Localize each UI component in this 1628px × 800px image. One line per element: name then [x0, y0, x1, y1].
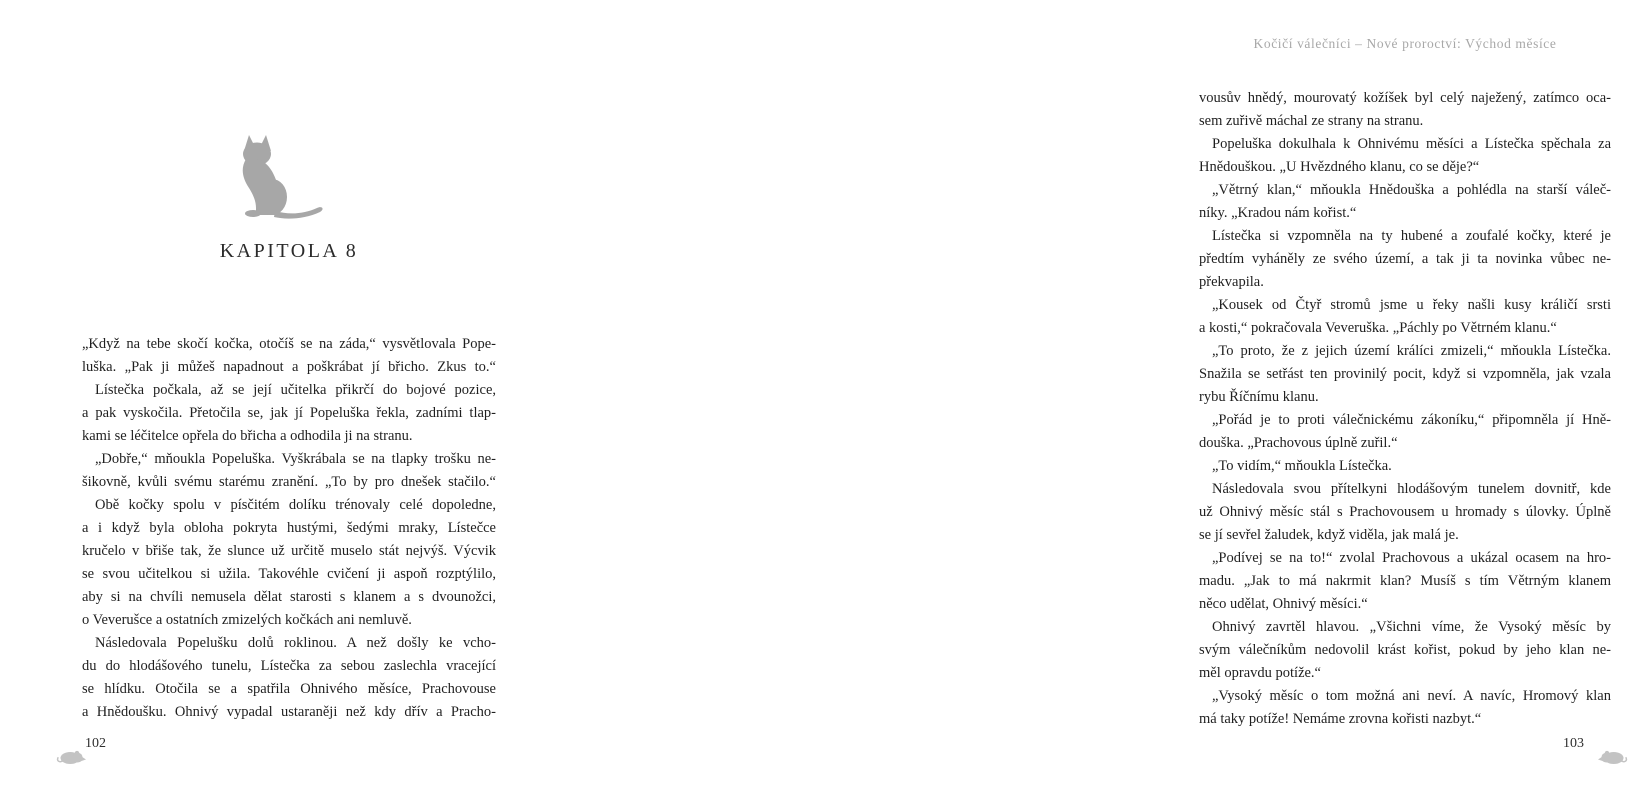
text-line: „To proto, že z jejich území králíci zmizeli,“ mňoukla Lístečka. — [1212, 343, 1611, 359]
right-page-body-text — [1199, 87, 1611, 731]
text-line: rybu Říčnímu klanu. — [1199, 389, 1319, 405]
text-line: se svou učitelkou si užila. Takovéhle cvičení ji aspoň rozptýlilo, — [82, 566, 496, 582]
text-line: „Podívej se na to!“ zvolal Prachovous a ukázal ocasem na hro- — [1212, 550, 1611, 566]
text-line: něco udělat, Ohnivý měsíci.“ — [1199, 596, 1368, 612]
left-page-body-text — [82, 333, 496, 724]
text-line: a pak vyskočila. Přetočila se, jak jí Popeluška řekla, zadními tlap- — [82, 405, 496, 421]
text-line: aby si na chvíli nemusela dělat starosti s klanem a s dvounožci, — [82, 589, 496, 605]
text-line: Snažila se setřást ten provinilý pocit, když si vzpomněla, jak vzala — [1199, 366, 1611, 382]
text-line: „Pořád je to proti válečnickému zákoníku,“ připomněla jí Hně- — [1212, 412, 1611, 428]
mouse-silhouette-icon — [1598, 748, 1628, 765]
page-left — [0, 0, 561, 800]
mouse-silhouette-icon — [56, 748, 86, 765]
text-line: překvapila. — [1199, 274, 1264, 290]
text-line: „Kousek od Čtyř stromů jsme u řeky našli kusy králičí srsti — [1212, 297, 1611, 313]
page-number-left: 102 — [85, 736, 106, 751]
text-line: luška. „Pak ji můžeš napadnout a poškrábat jí břicho. Zkus to.“ — [82, 359, 496, 375]
text-line: „Dobře,“ mňoukla Popeluška. Vyškrábala se na tlapky trošku ne- — [95, 451, 496, 467]
text-line: madu. „Jak to má nakrmit klan? Musíš s tím Větrným klanem — [1199, 573, 1611, 589]
page-number-right: 103 — [1563, 736, 1584, 751]
text-line: svým válečníkům nedovolil krást kořist, pokud by jeho klan ne- — [1199, 642, 1611, 658]
text-line: Lístečka počkala, až se její učitelka přikrčí do bojové pozice, — [95, 382, 496, 398]
text-line: šikovně, kvůli svému starému zranění. „To by pro dnešek stačilo.“ — [82, 474, 496, 490]
text-line: „To vidím,“ mňoukla Lístečka. — [1212, 458, 1392, 474]
text-line: Obě kočky spolu v písčitém dolíku trénovaly celé dopoledne, — [95, 497, 496, 513]
text-line: a Hnědoušku. Ohnivý vypadal ustaraněji než kdy dřív a Pracho- — [82, 704, 496, 720]
text-line: Popeluška dokulhala k Ohnivému měsíci a Lístečka spěchala za — [1212, 136, 1611, 152]
text-line: Hnědouškou. „U Hvězdného klanu, co se děje?“ — [1199, 159, 1480, 175]
text-line: o Veverušce a ostatních zmizelých kočkách ani nemluvě. — [82, 612, 412, 628]
text-line: kručelo v břiše tak, že slunce už určitě muselo stát nejvýš. Výcvik — [82, 543, 496, 559]
text-line: Následovala svou přítelkyni hlodášovým tunelem dovnitř, kde — [1212, 481, 1611, 497]
text-line: vousův hnědý, mourovatý kožíšek byl celý naježený, zatímco oca- — [1199, 90, 1611, 106]
chapter-heading: KAPITOLA 8 — [219, 240, 359, 262]
text-line: du do hlodášového tunelu, Lístečka za sebou zaslechla vracející — [82, 658, 496, 674]
text-line: a i když byla obloha pokryta hustými, šedými mraky, Lístečce — [82, 520, 496, 536]
text-line: se jí sevřel žaludek, když viděla, jak malá je. — [1199, 527, 1459, 543]
text-line: se hlídku. Otočila se a spatřila Ohnivého měsíce, Prachovouse — [82, 681, 496, 697]
text-line: předtím vyháněly ze svého území, a tak ji ta novinka vůbec ne- — [1199, 251, 1611, 267]
text-line: a kosti,“ pokračovala Veveruška. „Páchly po Větrném klanu.“ — [1199, 320, 1557, 336]
text-line: „Větrný klan,“ mňoukla Hnědouška a pohlédla na starší váleč- — [1212, 182, 1611, 198]
text-line: Následovala Popelušku dolů roklinou. A než došly ke vcho- — [95, 635, 496, 651]
text-line: kami se léčitelce opřela do břicha a odhodila ji na stranu. — [82, 428, 413, 444]
text-line: má taky potíže! Nemáme zrovna kořisti nazbyt.“ — [1199, 711, 1482, 727]
text-line: douška. „Prachovous úplně zuřil.“ — [1199, 435, 1398, 451]
text-line: měl opravdu potíže.“ — [1199, 665, 1321, 681]
text-line: Ohnivý zavrtěl hlavou. „Všichni víme, že Vysoký měsíc by — [1212, 619, 1611, 635]
text-line: sem zuřivě máchal ze strany na stranu. — [1199, 113, 1424, 129]
running-header: Kočičí válečníci – Nové proroctví: Východ měsíce — [1253, 36, 1557, 51]
text-line: „Když na tebe skočí kočka, otočíš se na záda,“ vysvětlovala Pope- — [82, 336, 496, 352]
text-line: „Vysoký měsíc o tom možná ani neví. A navíc, Hromový klan — [1212, 688, 1611, 704]
sitting-cat-silhouette-icon — [231, 134, 327, 219]
text-line: už Ohnivý měsíc stál s Prachovousem u hromady s úlovky. Úplně — [1199, 504, 1611, 520]
text-line: Lístečka si vzpomněla na ty hubené a zoufalé kočky, které je — [1212, 228, 1611, 244]
text-line: níky. „Kradou nám kořist.“ — [1199, 205, 1357, 221]
page-right — [561, 0, 1611, 800]
